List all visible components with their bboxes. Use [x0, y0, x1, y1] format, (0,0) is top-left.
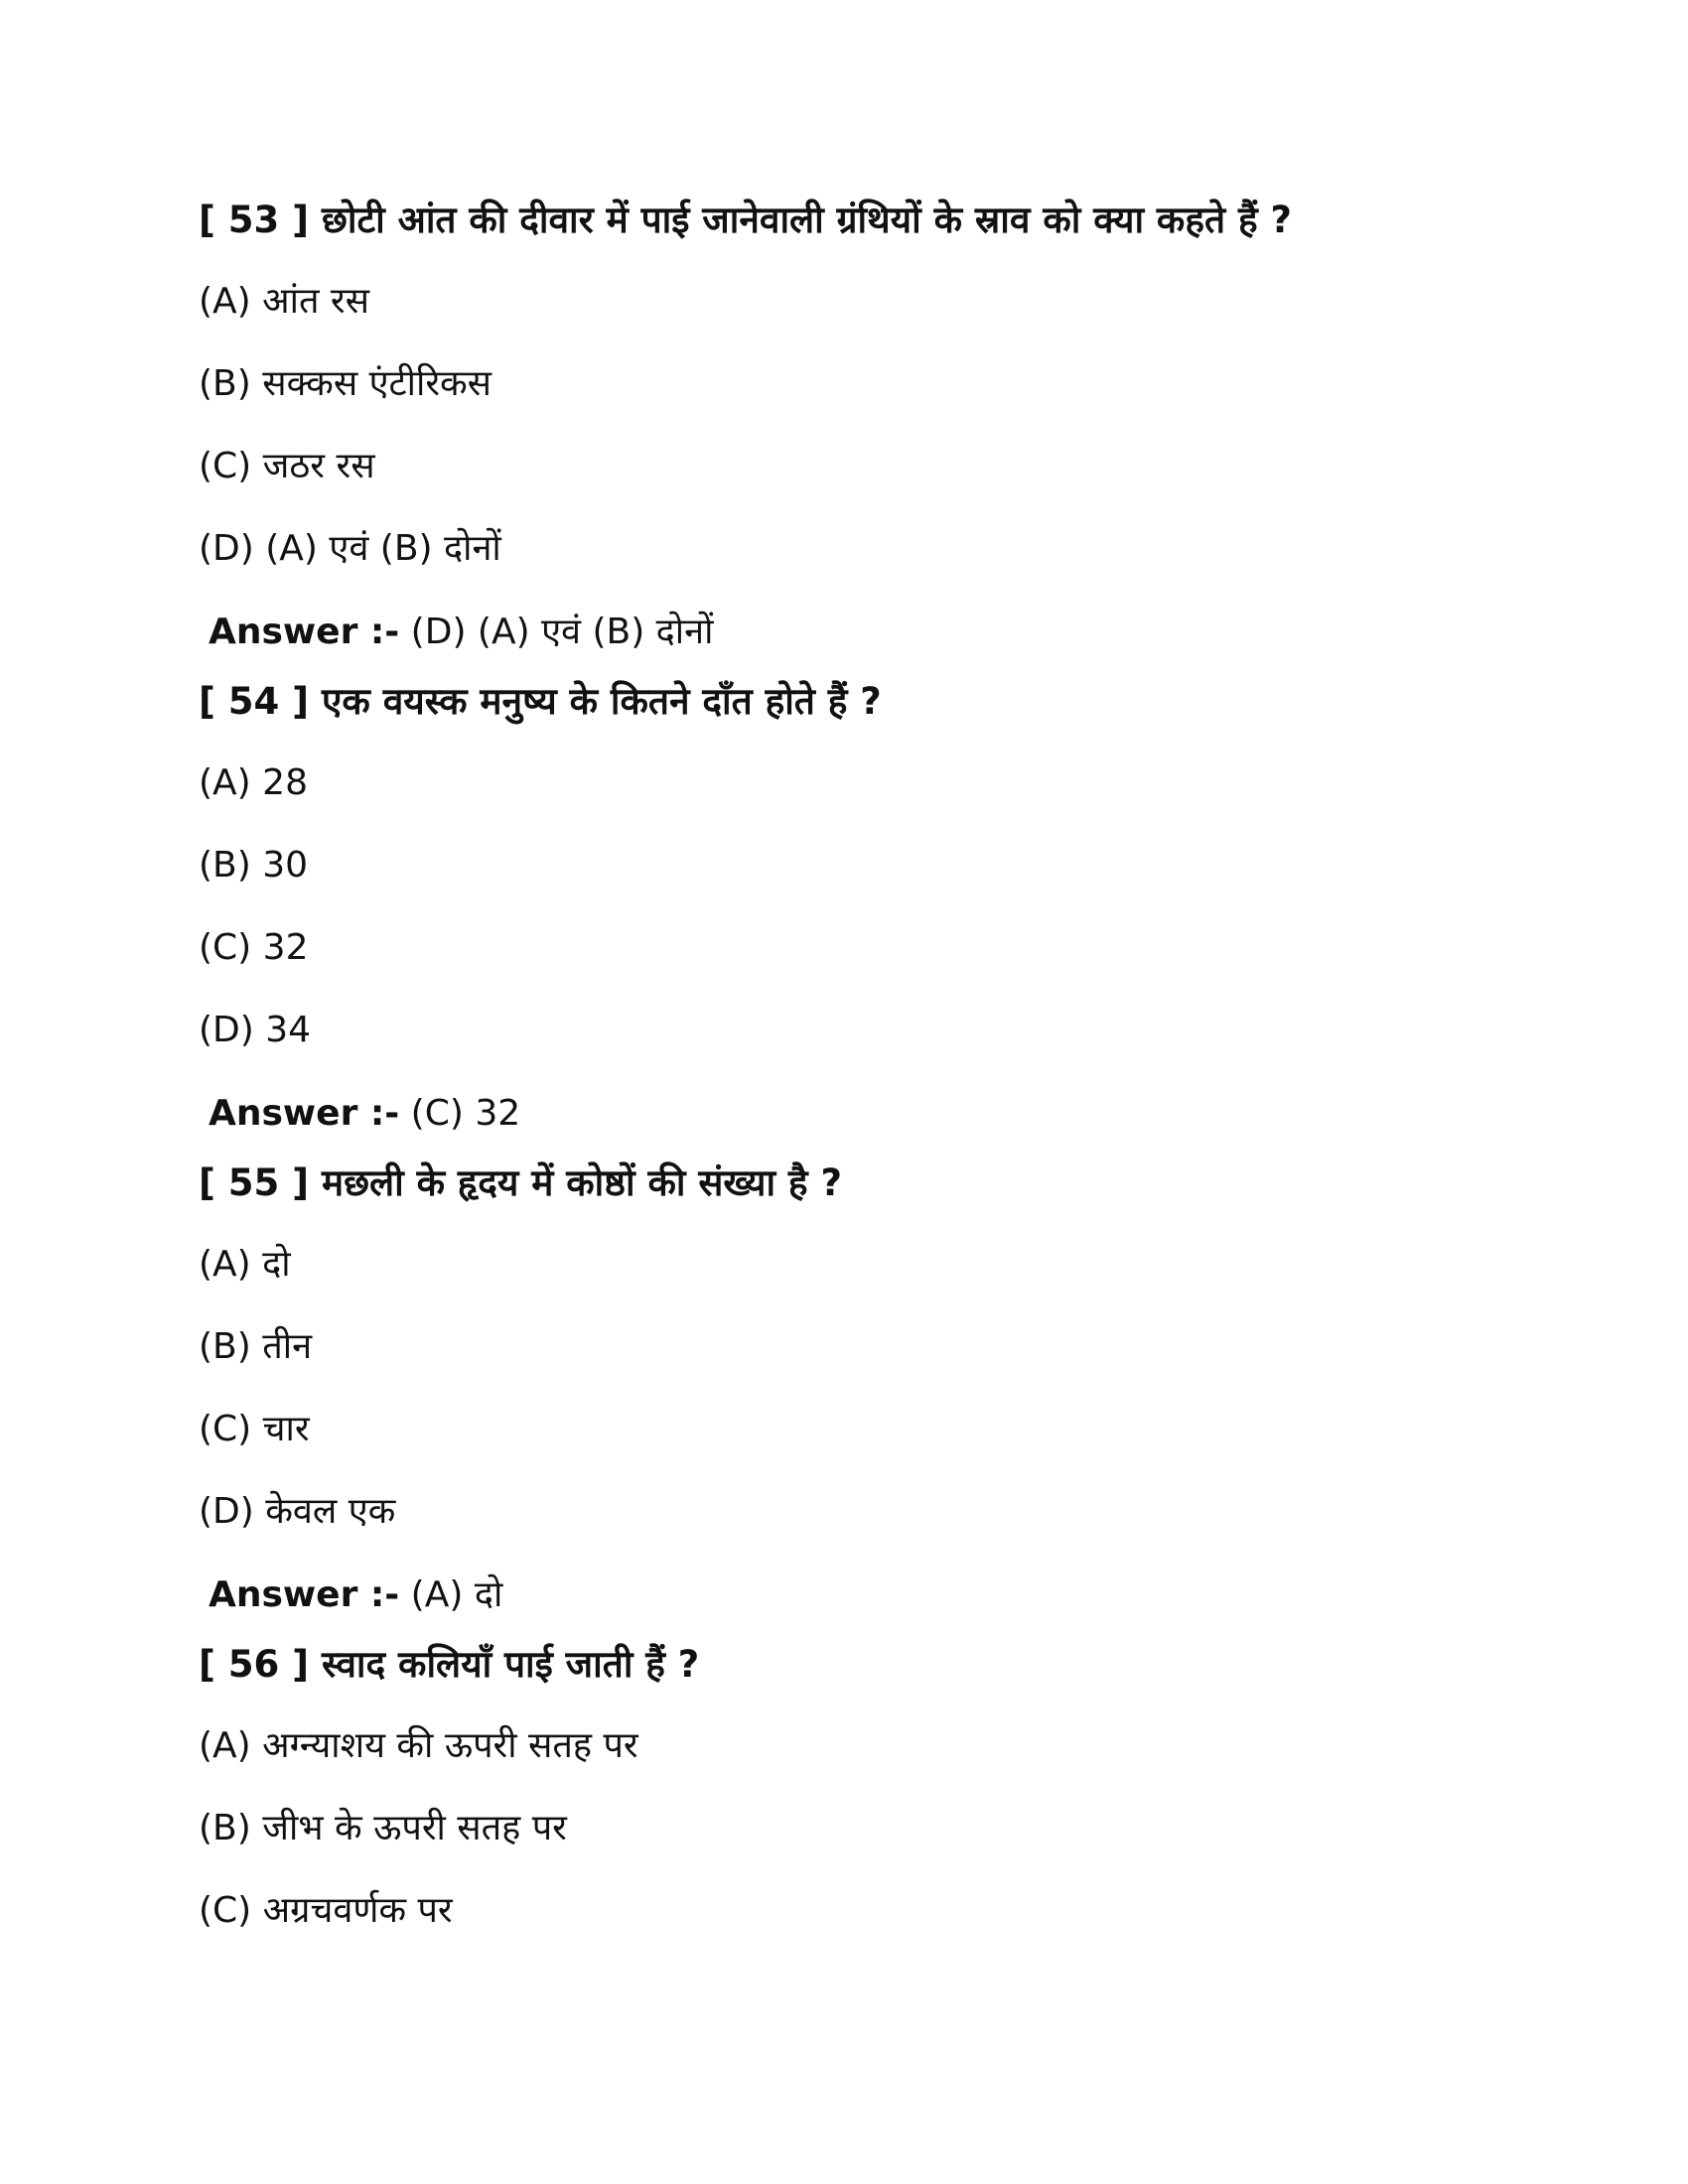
q56-option-a: (A) अग्न्याशय की ऊपरी सतह पर [199, 1725, 638, 1766]
q56-option-c: (C) अग्रचवर्णक पर [199, 1890, 453, 1931]
q53-option-d: (D) (A) एवं (B) दोनों [199, 528, 501, 569]
q54-option-b: (B) 30 [199, 845, 309, 886]
answer-label: Answer :- [209, 612, 400, 652]
question-54: [ 54 ] एक वयस्क मनुष्य के कितने दाँत होते हैं ? [199, 680, 882, 723]
question-53: [ 53 ] छोटी आंत की दीवार में पाई जानेवाली ग्रंथियों के स्राव को क्या कहते हैं ? [199, 199, 1292, 241]
q55-option-d: (D) केवल एक [199, 1491, 396, 1532]
answer-text: (C) 32 [410, 1093, 521, 1134]
q53-answer [209, 614, 713, 650]
q53-option-b: (B) सक्कस एंटीरिकस [199, 363, 492, 404]
q54-option-a: (A) 28 [199, 762, 308, 803]
question-55: [ 55 ] मछली के हृदय में कोष्ठों की संख्या है ? [199, 1161, 842, 1204]
q55-option-b: (B) तीन [199, 1326, 313, 1367]
q54-option-c: (C) 32 [199, 927, 309, 968]
q55-option-a: (A) दो [199, 1244, 291, 1285]
answer-label: Answer :- [209, 1093, 400, 1134]
q55-option-c: (C) चार [199, 1409, 310, 1449]
q54-option-d: (D) 34 [199, 1010, 312, 1050]
question-56: [ 56 ] स्वाद कलियाँ पाई जाती हैं ? [199, 1643, 700, 1686]
q53-option-a: (A) आंत रस [199, 281, 369, 322]
q56-option-b: (B) जीभ के ऊपरी सतह पर [199, 1808, 567, 1848]
answer-label: Answer :- [209, 1574, 400, 1615]
answer-text: (D) (A) एवं (B) दोनों [410, 612, 714, 652]
q54-answer [209, 1093, 521, 1134]
answer-text: (A) दो [410, 1574, 503, 1615]
q53-option-c: (C) जठर रस [199, 446, 375, 486]
q55-answer [209, 1574, 503, 1615]
